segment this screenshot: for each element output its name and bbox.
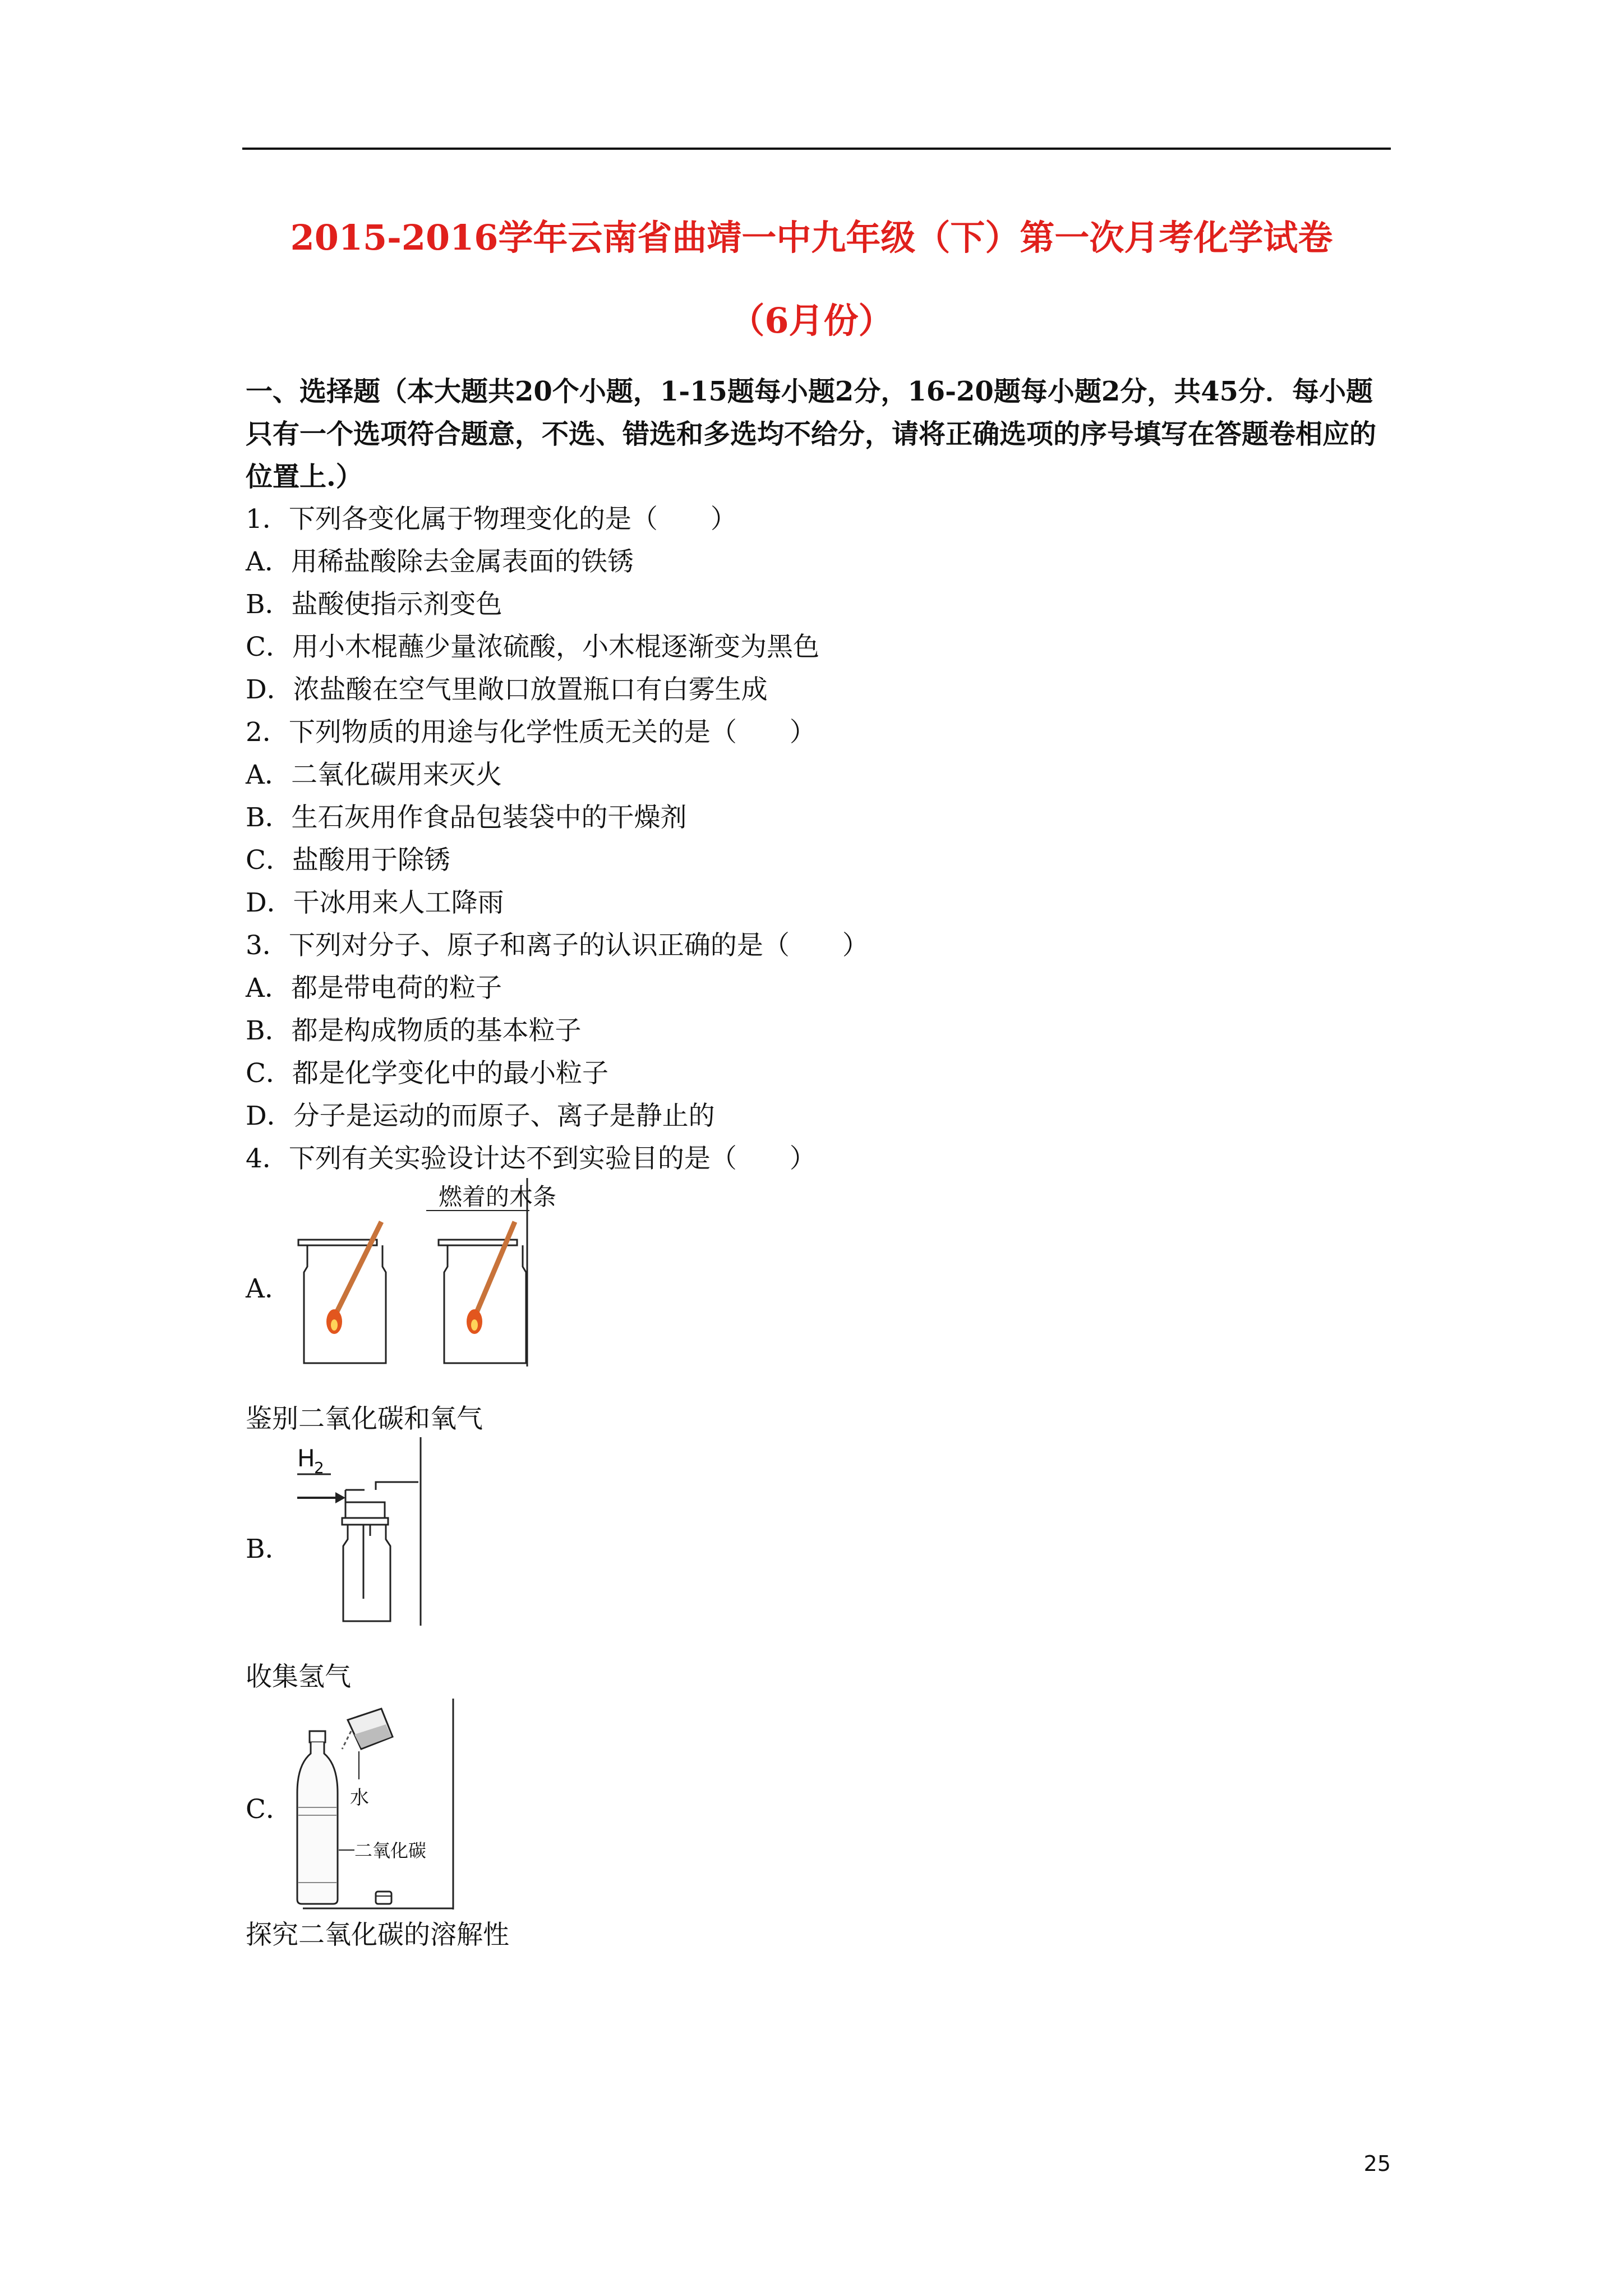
question-1-option-c: C．用小木棍蘸少量浓硫酸，小木棍逐渐变为黑色: [246, 632, 819, 662]
header-rule: [242, 148, 1391, 150]
page-subtitle: （6月份）: [730, 300, 893, 341]
section-heading: 一、选择题（本大题共20个小题，1-15题每小题2分，16-20题每小题2分，共45分．每小题只有一个选项符合题意，不选、错选和多选均不给分，请将正确选项的序号填写在答题卷相应的位置上.）: [246, 376, 1377, 493]
page-title: 2015-2016学年云南省曲靖一中九年级（下）第一次月考化学试卷: [290, 217, 1333, 258]
question-4-option-c-label: C．: [246, 1794, 292, 1825]
plastic-bottle: [297, 1742, 338, 1904]
gas-jars-burning-splint-figure: [292, 1177, 557, 1368]
hydrogen-subscript: 2: [314, 1458, 324, 1477]
plastic-bottle-co2-figure: [292, 1697, 460, 1911]
burning-splint-label: 燃着的木条: [439, 1183, 557, 1211]
gas-flow-arrow: [335, 1492, 345, 1503]
question-4-option-b-caption: 收集氢气: [246, 1662, 351, 1692]
question-2-option-a: A．二氧化碳用来灭火: [246, 760, 502, 790]
page-number: 25: [1363, 2151, 1391, 2176]
carbon-dioxide-label: 二氧化碳: [354, 1840, 427, 1861]
question-3-option-b: B．都是构成物质的基本粒子: [246, 1015, 582, 1046]
question-4-option-b-label: B．: [246, 1534, 292, 1565]
bottle-cap: [376, 1892, 391, 1904]
question-4-stem: 4．下列有关实验设计达不到实验目的是（ ）: [246, 1143, 816, 1174]
question-2-option-b: B．生石灰用作食品包装袋中的干燥剂: [246, 802, 687, 833]
left-splint: [335, 1222, 381, 1315]
question-2-option-d: D．干冰用来人工降雨: [246, 887, 504, 918]
hydrogen-label: H: [297, 1444, 315, 1472]
question-4-option-a-caption: 鉴别二氧化碳和氧气: [246, 1404, 483, 1434]
right-splint: [476, 1222, 515, 1315]
question-1-option-b: B．盐酸使指示剂变色: [246, 589, 502, 620]
question-1-option-a: A．用稀盐酸除去金属表面的铁锈: [246, 546, 634, 577]
question-4-option-c-caption: 探究二氧化碳的溶解性: [246, 1920, 509, 1950]
question-2-stem: 2．下列物质的用途与化学性质无关的是（ ）: [246, 717, 816, 748]
question-3-option-a: A．都是带电荷的粒子: [246, 973, 502, 1004]
question-1-stem: 1．下列各变化属于物理变化的是（ ）: [246, 504, 737, 535]
question-3-option-c: C．都是化学变化中的最小粒子: [246, 1058, 608, 1089]
question-2-option-c: C．盐酸用于除锈: [246, 845, 450, 876]
water-label: 水: [350, 1787, 369, 1809]
question-4-option-a-label: A．: [246, 1273, 291, 1304]
question-1-option-d: D．浓盐酸在空气里敞口放置瓶口有白雾生成: [246, 674, 768, 705]
question-3-option-d: D．分子是运动的而原子、离子是静止的: [246, 1101, 715, 1131]
question-3-stem: 3．下列对分子、原子和离子的认识正确的是（ ）: [246, 930, 869, 961]
gas-washing-bottle-figure: [292, 1436, 426, 1627]
